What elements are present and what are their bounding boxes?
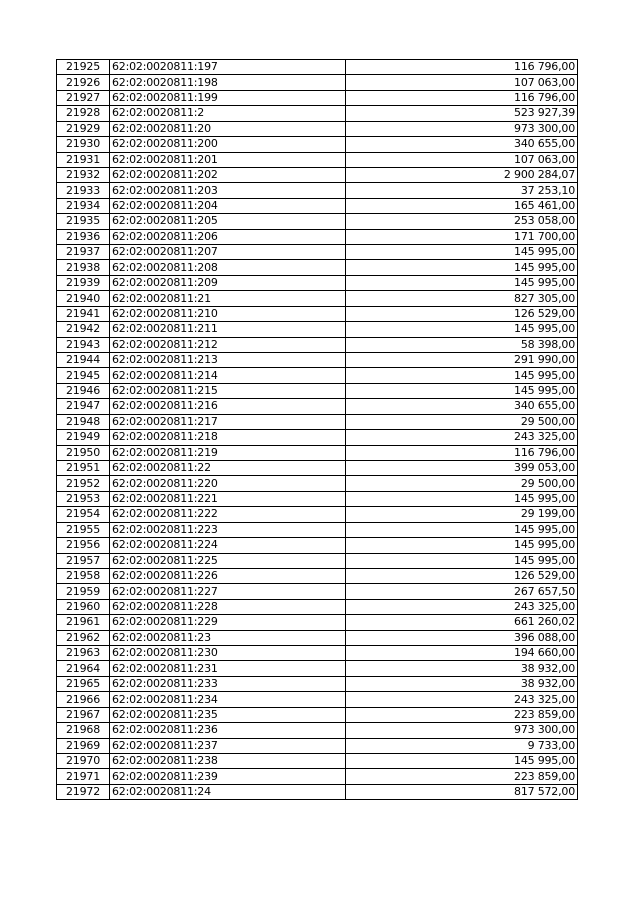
table-row bbox=[57, 692, 578, 707]
cadastral-value-cell: 340 655,00 bbox=[346, 399, 578, 414]
cadastral-number-cell: 62:02:0020811:24 bbox=[110, 784, 346, 799]
table-row bbox=[57, 769, 578, 784]
row-number-cell: 21929 bbox=[57, 121, 110, 136]
cadastral-number-cell: 62:02:0020811:20 bbox=[110, 121, 346, 136]
row-number-cell: 21936 bbox=[57, 229, 110, 244]
table-row bbox=[57, 245, 578, 260]
cadastral-number-cell: 62:02:0020811:220 bbox=[110, 476, 346, 491]
row-number-cell: 21970 bbox=[57, 753, 110, 768]
cadastral-number-cell: 62:02:0020811:214 bbox=[110, 368, 346, 383]
cadastral-value-cell: 973 300,00 bbox=[346, 121, 578, 136]
cadastral-value-cell: 145 995,00 bbox=[346, 491, 578, 506]
row-number-cell: 21951 bbox=[57, 460, 110, 475]
table-row bbox=[57, 676, 578, 691]
cadastral-value-cell: 38 932,00 bbox=[346, 661, 578, 676]
table-row bbox=[57, 784, 578, 799]
table-row bbox=[57, 753, 578, 768]
row-number-cell: 21967 bbox=[57, 707, 110, 722]
table-row bbox=[57, 75, 578, 90]
row-number-cell: 21968 bbox=[57, 723, 110, 738]
cadastral-number-cell: 62:02:0020811:210 bbox=[110, 306, 346, 321]
cadastral-number-cell: 62:02:0020811:215 bbox=[110, 383, 346, 398]
cadastral-number-cell: 62:02:0020811:222 bbox=[110, 507, 346, 522]
table-row bbox=[57, 445, 578, 460]
cadastral-value-cell: 396 088,00 bbox=[346, 630, 578, 645]
row-number-cell: 21934 bbox=[57, 198, 110, 213]
table-row bbox=[57, 707, 578, 722]
table-row bbox=[57, 137, 578, 152]
cadastral-number-cell: 62:02:0020811:218 bbox=[110, 430, 346, 445]
cadastral-number-cell: 62:02:0020811:237 bbox=[110, 738, 346, 753]
cadastral-number-cell: 62:02:0020811:2 bbox=[110, 106, 346, 121]
row-number-cell: 21945 bbox=[57, 368, 110, 383]
cadastral-value-cell: 145 995,00 bbox=[346, 368, 578, 383]
row-number-cell: 21926 bbox=[57, 75, 110, 90]
table-row bbox=[57, 260, 578, 275]
cadastral-value-cell: 243 325,00 bbox=[346, 599, 578, 614]
row-number-cell: 21954 bbox=[57, 507, 110, 522]
row-number-cell: 21971 bbox=[57, 769, 110, 784]
table-row bbox=[57, 152, 578, 167]
row-number-cell: 21952 bbox=[57, 476, 110, 491]
table-row bbox=[57, 183, 578, 198]
table-row bbox=[57, 121, 578, 136]
cadastral-value-cell: 9 733,00 bbox=[346, 738, 578, 753]
cadastral-number-cell: 62:02:0020811:208 bbox=[110, 260, 346, 275]
cadastral-value-cell: 116 796,00 bbox=[346, 90, 578, 105]
cadastral-number-cell: 62:02:0020811:197 bbox=[110, 60, 346, 75]
cadastral-value-cell: 171 700,00 bbox=[346, 229, 578, 244]
cadastral-number-cell: 62:02:0020811:231 bbox=[110, 661, 346, 676]
cadastral-number-cell: 62:02:0020811:223 bbox=[110, 522, 346, 537]
cadastral-number-cell: 62:02:0020811:229 bbox=[110, 615, 346, 630]
row-number-cell: 21938 bbox=[57, 260, 110, 275]
row-number-cell: 21956 bbox=[57, 538, 110, 553]
cadastral-number-cell: 62:02:0020811:23 bbox=[110, 630, 346, 645]
cadastral-value-cell: 817 572,00 bbox=[346, 784, 578, 799]
table-row bbox=[57, 646, 578, 661]
cadastral-number-cell: 62:02:0020811:202 bbox=[110, 167, 346, 182]
cadastral-number-cell: 62:02:0020811:235 bbox=[110, 707, 346, 722]
row-number-cell: 21964 bbox=[57, 661, 110, 676]
cadastral-value-cell: 145 995,00 bbox=[346, 553, 578, 568]
cadastral-number-cell: 62:02:0020811:203 bbox=[110, 183, 346, 198]
row-number-cell: 21933 bbox=[57, 183, 110, 198]
cadastral-value-cell: 340 655,00 bbox=[346, 137, 578, 152]
row-number-cell: 21946 bbox=[57, 383, 110, 398]
cadastral-number-cell: 62:02:0020811:199 bbox=[110, 90, 346, 105]
cadastral-number-cell: 62:02:0020811:236 bbox=[110, 723, 346, 738]
table-row bbox=[57, 460, 578, 475]
cadastral-value-cell: 661 260,02 bbox=[346, 615, 578, 630]
cadastral-number-cell: 62:02:0020811:212 bbox=[110, 337, 346, 352]
table-row bbox=[57, 275, 578, 290]
row-number-cell: 21925 bbox=[57, 60, 110, 75]
cadastral-number-cell: 62:02:0020811:198 bbox=[110, 75, 346, 90]
cadastral-number-cell: 62:02:0020811:206 bbox=[110, 229, 346, 244]
cadastral-value-cell: 973 300,00 bbox=[346, 723, 578, 738]
row-number-cell: 21950 bbox=[57, 445, 110, 460]
cadastral-value-cell: 145 995,00 bbox=[346, 753, 578, 768]
table-row bbox=[57, 291, 578, 306]
table-row bbox=[57, 322, 578, 337]
table-row bbox=[57, 106, 578, 121]
table-row bbox=[57, 90, 578, 105]
cadastral-number-cell: 62:02:0020811:217 bbox=[110, 414, 346, 429]
row-number-cell: 21941 bbox=[57, 306, 110, 321]
table-row bbox=[57, 491, 578, 506]
table-row bbox=[57, 60, 578, 75]
row-number-cell: 21955 bbox=[57, 522, 110, 537]
cadastral-value-cell: 243 325,00 bbox=[346, 692, 578, 707]
cadastral-number-cell: 62:02:0020811:233 bbox=[110, 676, 346, 691]
row-number-cell: 21958 bbox=[57, 568, 110, 583]
row-number-cell: 21937 bbox=[57, 245, 110, 260]
cadastral-number-cell: 62:02:0020811:216 bbox=[110, 399, 346, 414]
table-body bbox=[57, 60, 578, 800]
row-number-cell: 21942 bbox=[57, 322, 110, 337]
cadastral-number-cell: 62:02:0020811:200 bbox=[110, 137, 346, 152]
cadastral-value-cell: 223 859,00 bbox=[346, 707, 578, 722]
row-number-cell: 21961 bbox=[57, 615, 110, 630]
row-number-cell: 21944 bbox=[57, 353, 110, 368]
table-row bbox=[57, 615, 578, 630]
table-row bbox=[57, 522, 578, 537]
row-number-cell: 21927 bbox=[57, 90, 110, 105]
cadastral-value-cell: 126 529,00 bbox=[346, 306, 578, 321]
cadastral-value-cell: 827 305,00 bbox=[346, 291, 578, 306]
cadastral-number-cell: 62:02:0020811:227 bbox=[110, 584, 346, 599]
table-row bbox=[57, 553, 578, 568]
table-row bbox=[57, 167, 578, 182]
cadastral-number-cell: 62:02:0020811:234 bbox=[110, 692, 346, 707]
cadastral-value-cell: 194 660,00 bbox=[346, 646, 578, 661]
cadastral-number-cell: 62:02:0020811:239 bbox=[110, 769, 346, 784]
cadastral-number-cell: 62:02:0020811:219 bbox=[110, 445, 346, 460]
cadastral-value-cell: 29 500,00 bbox=[346, 476, 578, 491]
cadastral-number-cell: 62:02:0020811:22 bbox=[110, 460, 346, 475]
row-number-cell: 21965 bbox=[57, 676, 110, 691]
table-row bbox=[57, 383, 578, 398]
table-row bbox=[57, 337, 578, 352]
row-number-cell: 21943 bbox=[57, 337, 110, 352]
table-row bbox=[57, 430, 578, 445]
cadastral-value-cell: 126 529,00 bbox=[346, 568, 578, 583]
cadastral-value-cell: 29 500,00 bbox=[346, 414, 578, 429]
table-row bbox=[57, 630, 578, 645]
cadastral-number-cell: 62:02:0020811:225 bbox=[110, 553, 346, 568]
row-number-cell: 21963 bbox=[57, 646, 110, 661]
table-row bbox=[57, 198, 578, 213]
table-row bbox=[57, 414, 578, 429]
cadastral-value-cell: 145 995,00 bbox=[346, 383, 578, 398]
cadastral-number-cell: 62:02:0020811:213 bbox=[110, 353, 346, 368]
cadastral-number-cell: 62:02:0020811:209 bbox=[110, 275, 346, 290]
row-number-cell: 21930 bbox=[57, 137, 110, 152]
table-row bbox=[57, 229, 578, 244]
cadastral-number-cell: 62:02:0020811:205 bbox=[110, 214, 346, 229]
cadastral-value-cell: 107 063,00 bbox=[346, 152, 578, 167]
table-row bbox=[57, 584, 578, 599]
cadastral-number-cell: 62:02:0020811:230 bbox=[110, 646, 346, 661]
table-row bbox=[57, 368, 578, 383]
cadastral-number-cell: 62:02:0020811:201 bbox=[110, 152, 346, 167]
table-row bbox=[57, 507, 578, 522]
table-row bbox=[57, 568, 578, 583]
row-number-cell: 21957 bbox=[57, 553, 110, 568]
table-row bbox=[57, 538, 578, 553]
cadastral-value-cell: 38 932,00 bbox=[346, 676, 578, 691]
cadastral-value-cell: 253 058,00 bbox=[346, 214, 578, 229]
table-row bbox=[57, 399, 578, 414]
table-row bbox=[57, 214, 578, 229]
row-number-cell: 21931 bbox=[57, 152, 110, 167]
row-number-cell: 21953 bbox=[57, 491, 110, 506]
row-number-cell: 21932 bbox=[57, 167, 110, 182]
row-number-cell: 21960 bbox=[57, 599, 110, 614]
table-row bbox=[57, 661, 578, 676]
cadastral-value-cell: 2 900 284,07 bbox=[346, 167, 578, 182]
cadastral-number-cell: 62:02:0020811:207 bbox=[110, 245, 346, 260]
cadastral-value-cell: 145 995,00 bbox=[346, 275, 578, 290]
cadastral-number-cell: 62:02:0020811:224 bbox=[110, 538, 346, 553]
cadastral-number-cell: 62:02:0020811:226 bbox=[110, 568, 346, 583]
cadastral-value-cell: 37 253,10 bbox=[346, 183, 578, 198]
table-row bbox=[57, 476, 578, 491]
cadastral-number-cell: 62:02:0020811:228 bbox=[110, 599, 346, 614]
table-row bbox=[57, 353, 578, 368]
table-row bbox=[57, 738, 578, 753]
table-row bbox=[57, 599, 578, 614]
cadastral-value-cell: 145 995,00 bbox=[346, 322, 578, 337]
cadastral-value-cell: 223 859,00 bbox=[346, 769, 578, 784]
cadastral-value-cell: 291 990,00 bbox=[346, 353, 578, 368]
cadastral-value-cell: 145 995,00 bbox=[346, 522, 578, 537]
table-row bbox=[57, 723, 578, 738]
row-number-cell: 21935 bbox=[57, 214, 110, 229]
cadastral-number-cell: 62:02:0020811:238 bbox=[110, 753, 346, 768]
row-number-cell: 21949 bbox=[57, 430, 110, 445]
row-number-cell: 21947 bbox=[57, 399, 110, 414]
cadastral-value-cell: 523 927,39 bbox=[346, 106, 578, 121]
row-number-cell: 21939 bbox=[57, 275, 110, 290]
cadastral-value-cell: 145 995,00 bbox=[346, 260, 578, 275]
row-number-cell: 21959 bbox=[57, 584, 110, 599]
cadastral-value-cell: 145 995,00 bbox=[346, 538, 578, 553]
cadastral-value-cell: 107 063,00 bbox=[346, 75, 578, 90]
cadastral-value-cell: 165 461,00 bbox=[346, 198, 578, 213]
cadastral-value-cell: 145 995,00 bbox=[346, 245, 578, 260]
cadastral-value-cell: 267 657,50 bbox=[346, 584, 578, 599]
row-number-cell: 21928 bbox=[57, 106, 110, 121]
cadastral-value-table bbox=[56, 59, 578, 800]
cadastral-value-cell: 399 053,00 bbox=[346, 460, 578, 475]
row-number-cell: 21962 bbox=[57, 630, 110, 645]
cadastral-value-cell: 58 398,00 bbox=[346, 337, 578, 352]
row-number-cell: 21969 bbox=[57, 738, 110, 753]
cadastral-value-cell: 116 796,00 bbox=[346, 445, 578, 460]
cadastral-value-cell: 29 199,00 bbox=[346, 507, 578, 522]
row-number-cell: 21940 bbox=[57, 291, 110, 306]
cadastral-value-cell: 243 325,00 bbox=[346, 430, 578, 445]
cadastral-number-cell: 62:02:0020811:21 bbox=[110, 291, 346, 306]
row-number-cell: 21966 bbox=[57, 692, 110, 707]
cadastral-number-cell: 62:02:0020811:204 bbox=[110, 198, 346, 213]
cadastral-number-cell: 62:02:0020811:221 bbox=[110, 491, 346, 506]
table-row bbox=[57, 306, 578, 321]
row-number-cell: 21948 bbox=[57, 414, 110, 429]
row-number-cell: 21972 bbox=[57, 784, 110, 799]
cadastral-value-cell: 116 796,00 bbox=[346, 60, 578, 75]
cadastral-number-cell: 62:02:0020811:211 bbox=[110, 322, 346, 337]
